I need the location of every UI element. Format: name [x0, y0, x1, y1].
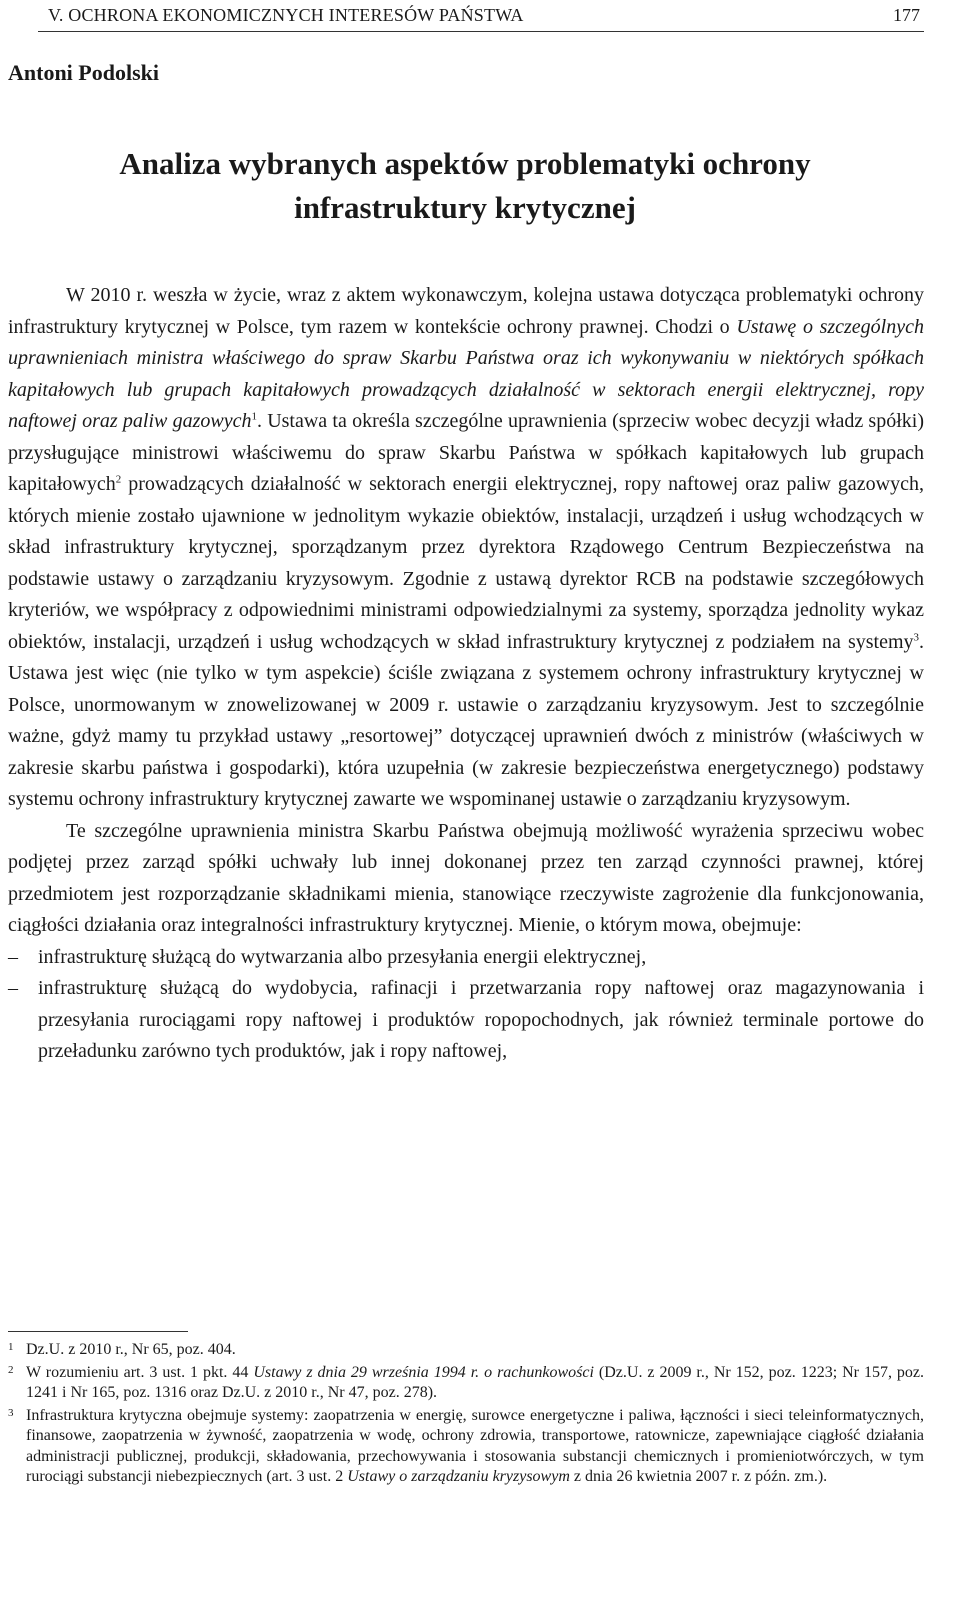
- footnote-ref-1[interactable]: 1: [251, 410, 257, 423]
- footnote-ref-3[interactable]: 3: [913, 630, 919, 643]
- footnote-1: [8, 1340, 924, 1361]
- footnote-ref-2[interactable]: 2: [115, 473, 122, 486]
- paragraph-1-text-c: prowadzących działalność w sektorach energii elektrycznej, ropy naftowej oraz paliw gazowych, których mienie zostało ujawnione w jednolitym wykazie obiektów, instalacji, urządzeń i usług wchodzących w skład infrastruktury krytycznej, sporządzanym przez dyrektora Rządowego Centrum Bezpieczeństwa na podstawie ustawy o zarządzaniu kryzysowym. Zgodnie z ustawą dyrektor RCB na podstawie szczegółowych kryteriów, we współpracy z odpowiednimi ministrami odpowiedzialnymi za systemy, sporządza jednolity wykaz obiektów, instalacji, urządzeń i usług wchodzących w skład infrastruktury krytycznej z podziałem na systemy: [8, 473, 924, 653]
- paragraph-1: [8, 280, 924, 816]
- title-line-2: infrastruktury krytycznej: [294, 190, 636, 225]
- paragraph-1-text-d: . Ustawa jest więc (nie tylko w tym aspekcie) ściśle związana z systemem ochrony infrastruktury krytycznej w Polsce, unormowanym w znowelizowanej w 2009 r. ustawie o zarządzaniu kryzysowym. Jest to szczególnie ważne, gdyż mamy tu przykład ustawy „resortowej” dotyczącej uprawnień dwóch z ministrów (właściwych w zakresie skarbu państwa i gospodarki), która uzupełnia (w zakresie bezpieczeństwa energetycznego) podstawy systemu ochrony infrastruktury krytycznej zawarte we wspominanej ustawie o zarządzaniu kryzysowym.: [8, 630, 924, 810]
- footnote-2: [8, 1363, 924, 1404]
- statute-title-italic: Ustawę o szczególnych uprawnieniach ministra właściwego do spraw Skarbu Państwa oraz ich wykonywaniu w niektórych spółkach kapitałowych lub grupach kapitałowych prowadzących działalność w sektorach energii elektrycznej, ropy naftowej oraz paliw gazowych: [8, 315, 924, 432]
- footnote-separator: [8, 1331, 188, 1332]
- footnote-number: 1: [8, 1341, 14, 1353]
- asset-list: [8, 942, 924, 1068]
- paragraph-1-text-a: W 2010 r. weszła w życie, wraz z aktem wykonawczym, kolejna ustawa dotycząca problematyki ochrony infrastruktury krytycznej w Polsce, tym razem w kontekście ochrony prawnej. Chodzi o: [8, 284, 924, 338]
- list-item: [8, 973, 924, 1068]
- footnote-number: 3: [8, 1406, 14, 1419]
- footnote-text: z dnia 26 kwietnia 2007 r. z późn. zm.).: [569, 1468, 828, 1485]
- paragraph-1-text-b: . Ustawa ta określa szczególne uprawnienia (sprzeciw wobec decyzji władz spółki) przysługujące ministrowi właściwemu do spraw Skarbu Państwa w spółkach kapitałowych lub grupach kapitałowych: [8, 410, 924, 495]
- footnote-text: (Dz.U. z 2009 r., Nr 152, poz. 1223; Nr 157, poz. 1241 i Nr 165, poz. 1316 oraz Dz.U. z 2010 r., Nr 47, poz. 278).: [26, 1363, 925, 1401]
- article-body: [8, 280, 924, 1068]
- footnote-italic: Ustawy o zarządzaniu kryzysowym: [347, 1468, 570, 1485]
- footnote-text: Infrastruktura krytyczna obejmuje systemy: zaopatrzenia w energię, surowce energetyczne i paliwa, łączności i sieci teleinformatycznych, finansowe, zaopatrzenia w żywność, zaopatrzenia w wodę, ochrony zdrowia, transportowe, ratownicze, zapewniające ciągłość działania administracji publicznej, produkcji, składowania, przechowywania i stosowania substancji chemicznych i promieniotwórczych, w tym rurociągi substancji niebezpiecznych (art. 3 ust. 2: [26, 1406, 924, 1485]
- footnote-text: W rozumieniu art. 3 ust. 1 pkt. 44: [26, 1363, 254, 1381]
- chapter-title: V. OCHRONA EKONOMICZNYCH INTERESÓW PAŃSTWA: [48, 5, 524, 25]
- list-item: [8, 942, 924, 974]
- article-title: [0, 142, 930, 230]
- dash-bullet: –: [8, 977, 18, 999]
- footnote-number: 2: [8, 1363, 14, 1376]
- dash-bullet: –: [8, 945, 18, 968]
- list-item-text: infrastrukturę służącą do wytwarzania albo przesyłania energii elektrycznej,: [38, 945, 647, 968]
- title-line-1: Analiza wybranych aspektów problematyki ochrony: [119, 146, 811, 181]
- footnote-text: Dz.U. z 2010 r., Nr 65, poz. 404.: [26, 1341, 236, 1358]
- paragraph-2: Te szczególne uprawnienia ministra Skarbu Państwa obejmują możliwość wyrażenia sprzeciwu wobec podjętej przez zarząd spółki uchwały lub innej dokonanej przez ten zarząd czynności prawnej, której przedmiotem jest rozporządzanie składnikami mienia, stanowiące rzeczywiste zagrożenie dla funkcjonowania, ciągłości działania oraz integralności infrastruktury krytycznej. Mienie, o którym mowa, obejmuje:: [8, 819, 924, 936]
- author-name: Antoni Podolski: [8, 60, 159, 85]
- running-header: [38, 4, 924, 30]
- footnote-italic: Ustawy z dnia 29 września 1994 r. o rachunkowości: [253, 1363, 594, 1381]
- list-item-text: infrastrukturę służącą do wydobycia, rafinacji i przetwarzania ropy naftowej oraz magazynowania i przesyłania rurociągami ropy naftowej i produktów ropopochodnych, jak również terminale portowe do przeładunku zarówno tych produktów, jak i ropy naftowej,: [38, 977, 924, 1062]
- page-number: 177: [893, 5, 920, 25]
- footnotes: [8, 1340, 924, 1490]
- footnote-3: [8, 1406, 924, 1488]
- header-rule: [38, 31, 924, 32]
